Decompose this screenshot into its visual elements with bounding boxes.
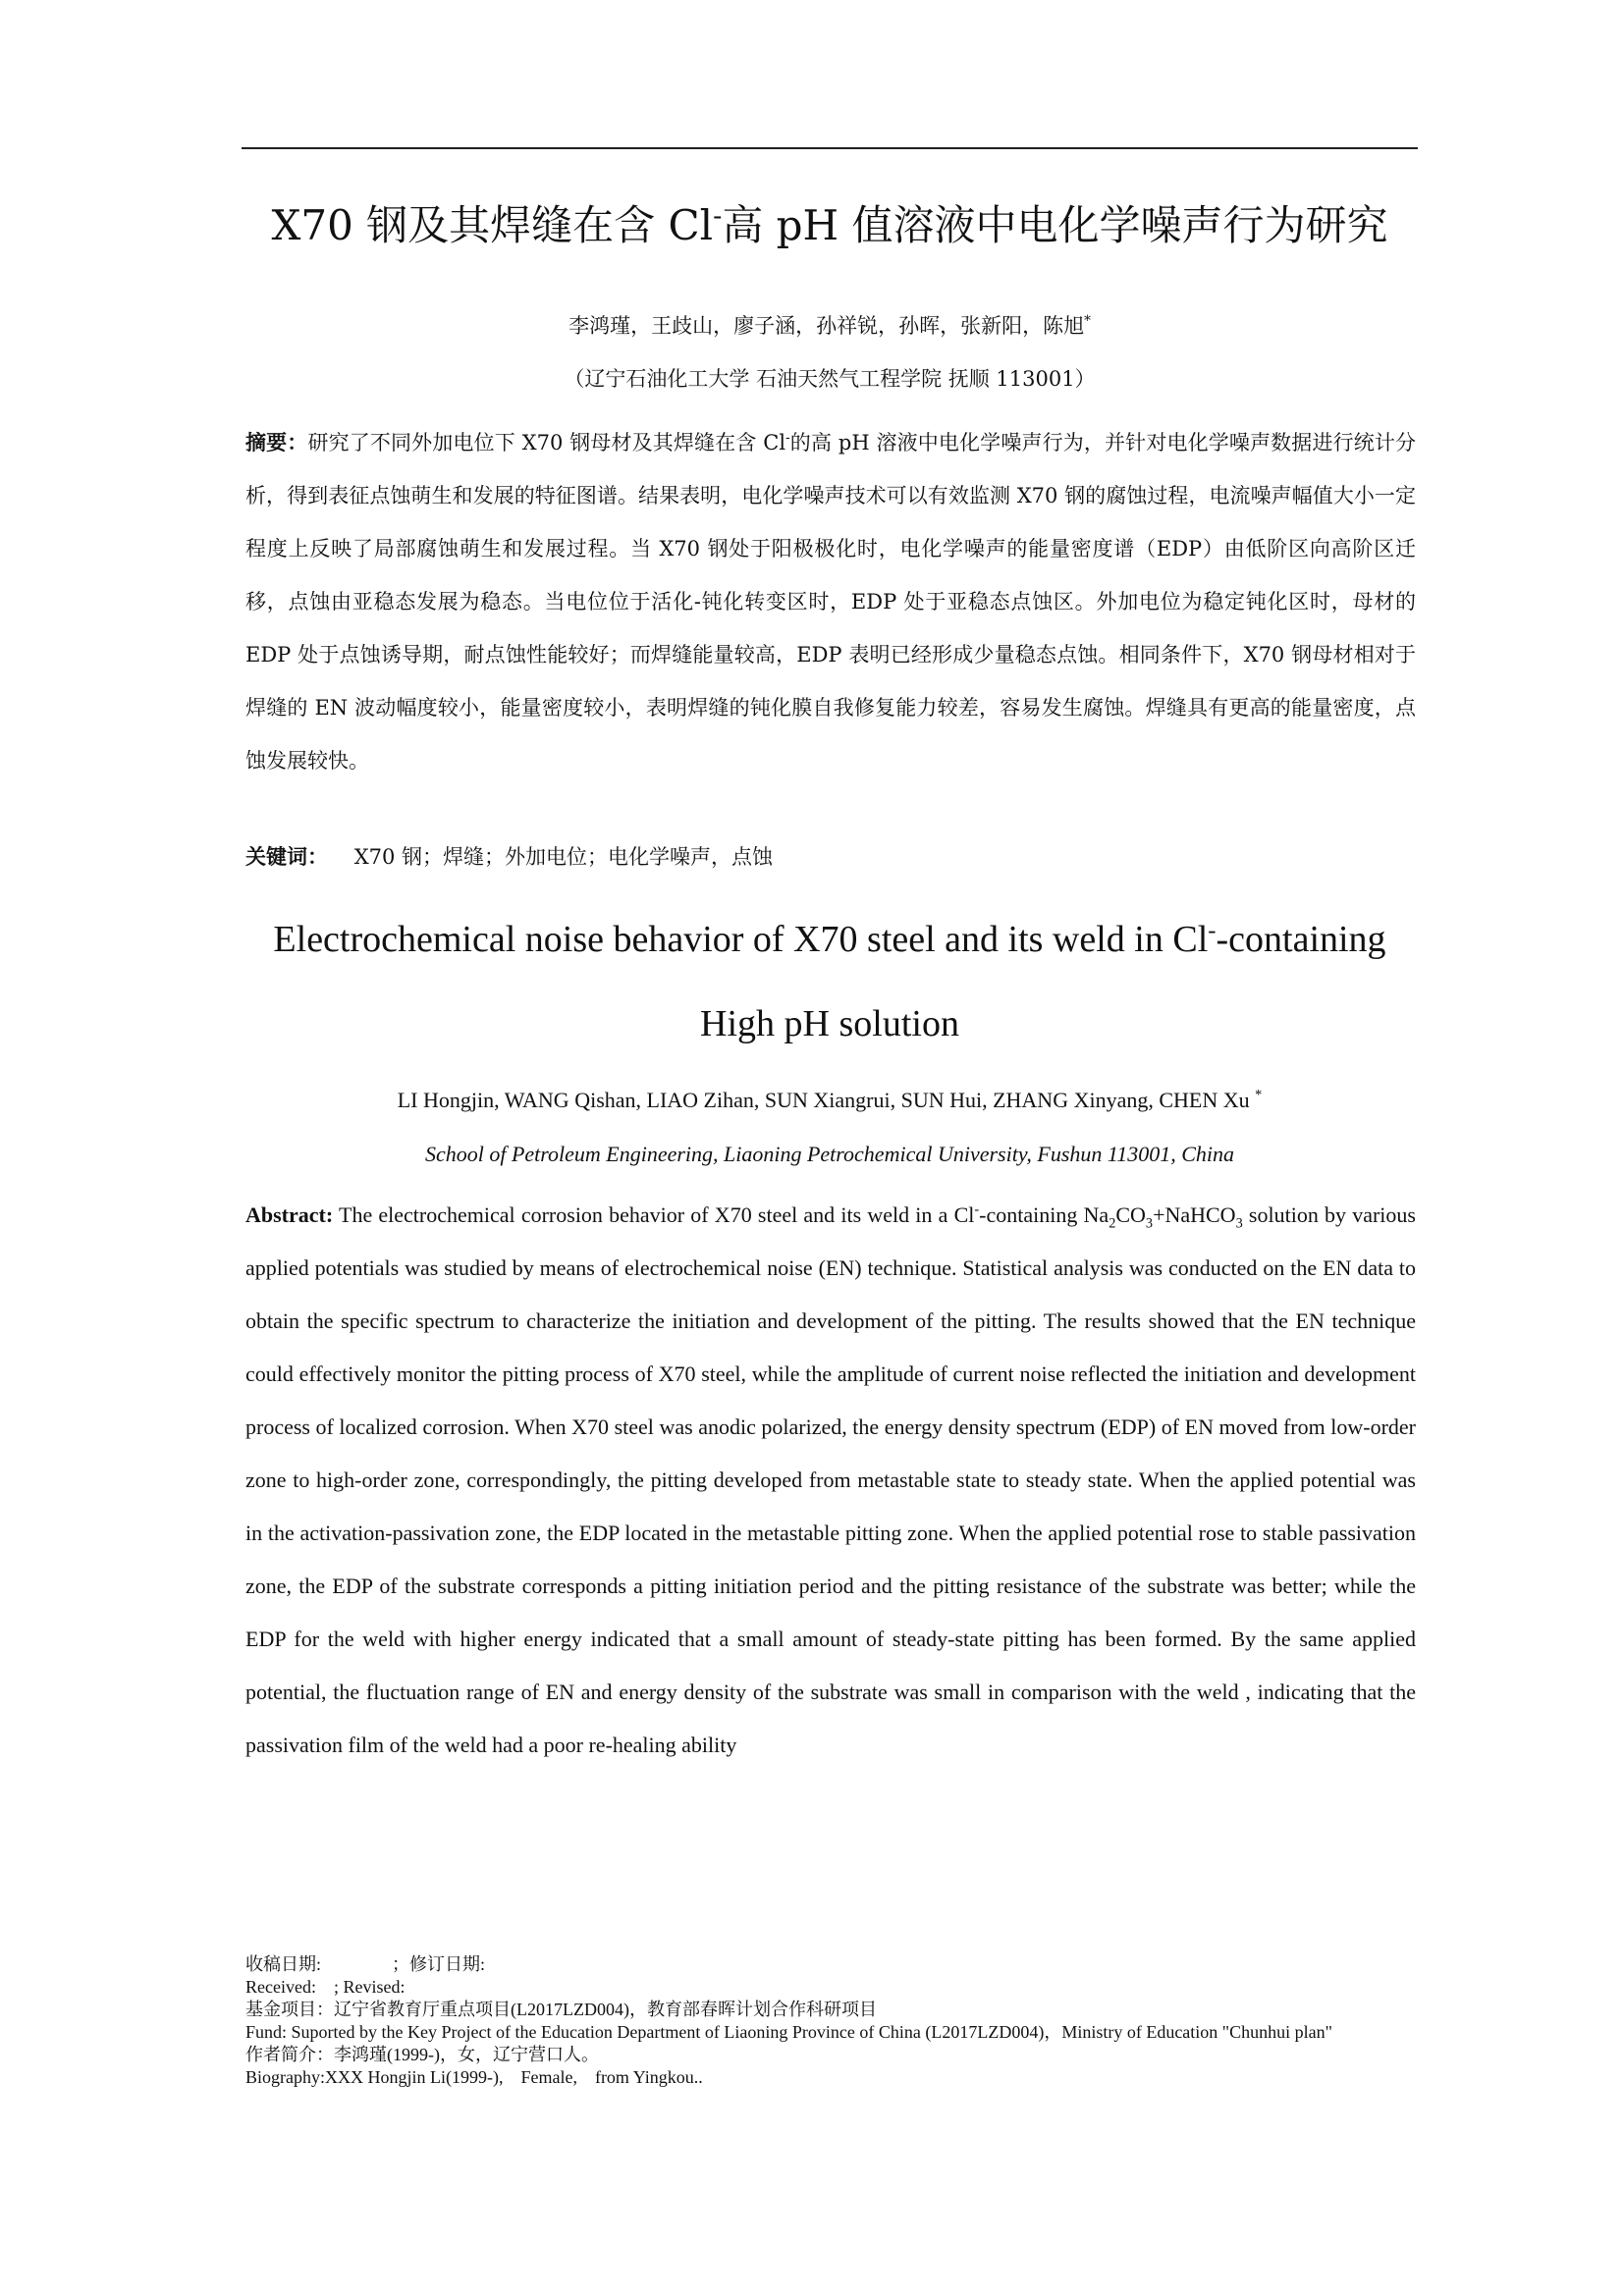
english-abstract-label: Abstract:: [245, 1202, 334, 1227]
english-title-line2: High pH solution: [700, 1003, 959, 1044]
footnote-received-cn: 收稿日期: ；修订日期:: [245, 1954, 486, 1974]
footnotes: [245, 1953, 1416, 2089]
footnote-bio-cn: 作者简介：李鸿瑾(1999-)，女，辽宁营口人。: [245, 2045, 599, 2064]
english-authors: LI Hongjin, WANG Qishan, LIAO Zihan, SUN Xiangrui, SUN Hui, ZHANG Xinyang, CHEN Xu *: [397, 1087, 1263, 1112]
english-abstract: Abstract: The electrochemical corrosion behavior of X70 steel and its weld in a Cl--containing $Na_2CO_3+NaHCO_3$ solution by various applied potentials was studied by means of electrochemical noise (EN) technique. Statistical analysis was conducted on the EN data to obtain the specific spectrum to characterize the initiation and development of the pitting. The results showed that the EN technique could effectively monitor the pitting process of X70 steel, while the amplitude of current noise reflected the initiation and development process of localized corrosion. When X70 steel was anodic polarized, the energy density spectrum (EDP) of EN moved from low-order zone to high-order zone, correspondingly, the pitting developed from metastable state to steady state. When the applied potential was in the activation-passivation zone, the EDP located in the metastable pitting zone. When the applied potential rose to stable passivation zone, the EDP of the substrate corresponds a pitting initiation period and the pitting resistance of the substrate was better; while the EDP for the weld with higher energy indicated that a small amount of steady-state pitting has been formed. By the same applied potential, the fluctuation range of EN and energy density of the substrate was small in comparison with the weld , indicating that the passivation film of the weld had a poor re-healing ability: [245, 1201, 1416, 1757]
footnote-received-en: Received: ; Revised:: [245, 1977, 406, 1997]
chinese-authors: 李鸿瑾，王歧山，廖子涵，孙祥锐，孙晖，张新阳，陈旭*: [568, 313, 1091, 338]
chinese-keywords: 关键词： X70 钢；焊缝；外加电位；电化学噪声，点蚀: [245, 845, 774, 869]
chinese-affiliation: （辽宁石油化工大学 石油天然气工程学院 抚顺 113001）: [564, 367, 1096, 391]
footnote-fund-en: Fund: Suported by the Key Project of the Education Department of Liaoning Province of China (L2017LZD004)，Ministry of Education "Chunhui plan": [245, 2022, 1332, 2042]
header-rule: [242, 147, 1418, 149]
footnote-fund-cn: 基金项目：辽宁省教育厅重点项目(L2017LZD004)，教育部春晖计划合作科研项目: [245, 2000, 877, 2019]
english-title: [242, 897, 1418, 1066]
footnote-bio-en: Biography:XXX Hongjin Li(1999-), Female, from Yingkou..: [245, 2067, 703, 2087]
english-title-line1: Electrochemical noise behavior of X70 steel and its weld in Cl--containing: [273, 917, 1386, 960]
chinese-title: X70 钢及其焊缝在含 Cl-高 pH 值溶液中电化学噪声行为研究: [271, 201, 1388, 249]
chinese-abstract-label: 摘要：: [245, 431, 308, 454]
chinese-keywords-label: 关键词：: [245, 845, 328, 869]
chinese-abstract: 摘要：研究了不同外加电位下 X70 钢母材及其焊缝在含 Cl-的高 pH 溶液中电化学噪声行为，并针对电化学噪声数据进行统计分析，得到表征点蚀萌生和发展的特征图谱。结果表明，电化学噪声技术可以有效监测 X70 钢的腐蚀过程，电流噪声幅值大小一定程度上反映了局部腐蚀萌生和发展过程。当 X70 钢处于阳极极化时，电化学噪声的能量密度谱（EDP）由低阶区向高阶区迁移，点蚀由亚稳态发展为稳态。当电位位于活化-钝化转变区时，EDP 处于亚稳态点蚀区。外加电位为稳定钝化区时，母材的 EDP 处于点蚀诱导期，耐点蚀性能较好；而焊缝能量较高，EDP 表明已经形成少量稳态点蚀。相同条件下，X70 钢母材相对于焊缝的 EN 波动幅度较小，能量密度较小，表明焊缝的钝化膜自我修复能力较差，容易发生腐蚀。焊缝具有更高的能量密度，点蚀发展较快。: [245, 430, 1417, 773]
english-affiliation: School of Petroleum Engineering, Liaoning Petrochemical University, Fushun 113001, China: [424, 1142, 1235, 1166]
